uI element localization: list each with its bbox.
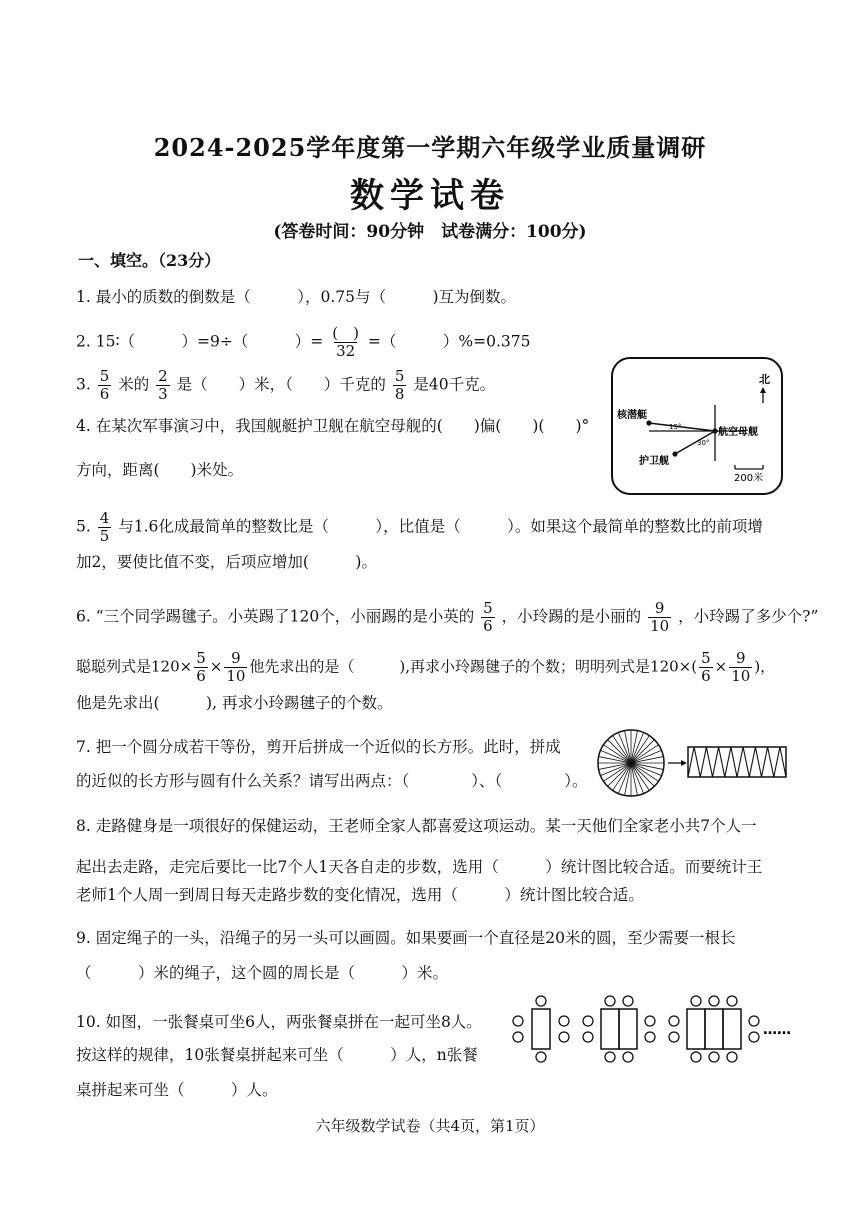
divided-circle-icon xyxy=(598,730,664,796)
carrier-point xyxy=(712,428,717,433)
map-north-label: 北 xyxy=(759,373,770,386)
q3-part-c: 是40千克。 xyxy=(413,375,496,394)
question-10-line-1: 10. 如图，一张餐桌可坐6人，两张餐桌拼在一起可坐8人。 xyxy=(76,1013,482,1031)
frac-num: 9 xyxy=(736,649,746,667)
circle-sector-line xyxy=(608,740,631,763)
frigate-point xyxy=(672,451,677,456)
q6-fraction-3 xyxy=(194,650,208,685)
q6-fraction-1 xyxy=(481,600,495,635)
question-1: 1. 最小的质数的倒数是（ ），0.75与（ )互为倒数。 xyxy=(76,288,517,306)
frac-num: 5 xyxy=(483,599,493,617)
exam-info: (答卷时间：90分钟 试卷满分：100分) xyxy=(273,222,587,242)
circle-sector-line xyxy=(608,763,631,786)
q6-times-sign: × xyxy=(209,657,223,676)
question-5-line-1 xyxy=(76,510,763,545)
question-7-line-2: 的近似的长方形与圆有什么关系？请写出两点：（ ）、（ ）。 xyxy=(76,772,588,790)
frac-num: 5 xyxy=(196,649,206,667)
question-10-line-2: 按这样的规律，10张餐桌拼起来可坐（ ）人，n张餐 xyxy=(76,1046,478,1064)
map-carrier-label: 航空母舰 xyxy=(718,427,758,438)
question-6-line-3: 他是先求出( ), 再求小玲踢毽子的个数。 xyxy=(76,694,393,712)
circle-rectangle-diagram xyxy=(594,726,790,800)
question-10-line-3: 桌拼起来可坐（ ）人。 xyxy=(76,1081,278,1099)
q3-fraction-2 xyxy=(156,368,170,403)
circle-sector-line xyxy=(631,740,654,763)
frac-den: 10 xyxy=(650,617,670,635)
question-2 xyxy=(76,325,530,360)
q5-fraction xyxy=(98,510,112,545)
navigation-map-diagram xyxy=(611,357,783,495)
q6-fraction-5 xyxy=(699,650,713,685)
q6-line2-part-b: 他先求出的是（ ),再求小玲踢毽子的个数；明明列式是120×( xyxy=(249,657,698,676)
q2-fraction xyxy=(330,325,361,360)
question-9-line-2: （ ）米的绳子，这个圆的周长是（ ）米。 xyxy=(76,964,449,982)
page-footer: 六年级数学试卷（共4页，第1页） xyxy=(315,1117,545,1135)
submarine-point xyxy=(646,420,651,425)
question-6-line-1 xyxy=(76,600,818,635)
frac-num: 2 xyxy=(158,367,168,385)
frac-den: 6 xyxy=(701,667,711,685)
question-4-line-1: 4. 在某次军事演习中，我国舰艇护卫舰在航空母舰的( )偏( )( )° xyxy=(76,417,590,435)
three-tables-group xyxy=(669,996,759,1062)
q6-line2-part-a: 聪聪列式是120× xyxy=(76,657,193,676)
map-submarine-label: 核潜艇 xyxy=(617,410,647,421)
question-4-line-2: 方向，距离( )米处。 xyxy=(76,461,244,479)
question-3 xyxy=(76,368,495,403)
frac-den: 10 xyxy=(731,667,751,685)
frac-den: 3 xyxy=(158,385,168,403)
question-8-line-1: 8. 走路健身是一项很好的保健运动，王老师全家人都喜爱这项运动。某一天他们全家老小共7个人一 xyxy=(76,817,757,835)
north-arrowhead-icon xyxy=(760,387,766,393)
q6-line2-part-c: )， xyxy=(754,657,776,676)
q6-fraction-2 xyxy=(648,600,671,635)
map-angle-15: 15° xyxy=(669,423,682,431)
question-5-line-2: 加2，要使比值不变，后项应增加( )。 xyxy=(76,553,377,571)
q3-number: 3. xyxy=(76,375,91,394)
question-8-line-2: 起出去走路，走完后要比一比7个人1天各自走的步数，选用（ ）统计图比较合适。而要统计王 xyxy=(76,858,763,876)
one-table-group xyxy=(513,996,569,1062)
section-heading: 一、填空。（23分） xyxy=(78,251,221,270)
exam-subtitle: 数学试卷 xyxy=(350,176,510,216)
transform-arrowhead-icon xyxy=(681,760,687,766)
map-angle-30: 30° xyxy=(697,439,710,447)
q3-part-b: 是（ ）米，（ ）千克的 xyxy=(176,375,386,394)
question-7-line-1: 7. 把一个圆分成若干等份，剪开后拼成一个近似的长方形。此时，拼成 xyxy=(76,738,561,756)
two-tables-group xyxy=(583,996,655,1062)
frac-num: 5 xyxy=(394,367,405,385)
frac-den: 6 xyxy=(483,617,493,635)
q6-part-a: 6. “三个同学踢毽子。小英踢了120个，小丽踢的是小英的 xyxy=(76,607,475,626)
q3-part-a: 米的 xyxy=(118,375,150,394)
frac-num: 5 xyxy=(701,649,711,667)
map-scale-label: 200米 xyxy=(734,473,764,484)
approx-rectangle xyxy=(688,747,786,777)
q2-part-a: 2. 15∶（ ）=9÷（ ）= xyxy=(76,332,324,351)
q3-fraction-3 xyxy=(393,368,407,403)
frac-den: 8 xyxy=(394,385,405,403)
q5-number: 5. xyxy=(76,517,91,536)
exam-title: 2024-2025学年度第一学期六年级学业质量调研 xyxy=(153,133,707,162)
frac-den: 5 xyxy=(99,527,110,545)
question-8-line-3: 老师1个人周一到周日每天走路步数的变化情况，选用（ ）统计图比较合适。 xyxy=(76,886,644,904)
rectangle-sectors-zigzag xyxy=(688,747,786,777)
q2-frac-den: 32 xyxy=(336,342,356,360)
q5-part-a: 与1.6化成最简单的整数比是（ ），比值是（ ）。如果这个最简单的整数比的前项增 xyxy=(118,517,763,536)
frac-den: 6 xyxy=(99,385,110,403)
frac-num: 4 xyxy=(99,509,110,527)
q6-fraction-4 xyxy=(224,650,247,685)
frac-num: 9 xyxy=(654,599,665,617)
frac-num: 9 xyxy=(231,649,241,667)
continuation-dots: …… xyxy=(763,1022,791,1038)
frac-num: 5 xyxy=(99,367,110,385)
q2-part-b: =（ ）%=0.375 xyxy=(367,332,531,351)
q6-part-c: ，小玲踢了多少个?” xyxy=(678,607,819,626)
frac-den: 10 xyxy=(226,667,246,685)
question-9-line-1: 9. 固定绳子的一头，沿绳子的另一头可以画圆。如果要画一个直径是20米的圆，至少需要一根长 xyxy=(76,929,736,947)
question-6-line-2 xyxy=(76,650,775,685)
circle-sector-line xyxy=(631,763,654,786)
q2-frac-num: ( ) xyxy=(332,324,359,342)
q6-part-b: ，小玲踢的是小丽的 xyxy=(501,607,642,626)
map-frigate-label: 护卫舰 xyxy=(639,456,669,467)
q6-fraction-6 xyxy=(729,650,752,685)
q3-fraction-1 xyxy=(98,368,112,403)
dining-tables-diagram xyxy=(505,994,795,1064)
q6-times-sign-2: × xyxy=(714,657,728,676)
frac-den: 6 xyxy=(196,667,206,685)
submarine-bearing-line xyxy=(649,423,715,431)
